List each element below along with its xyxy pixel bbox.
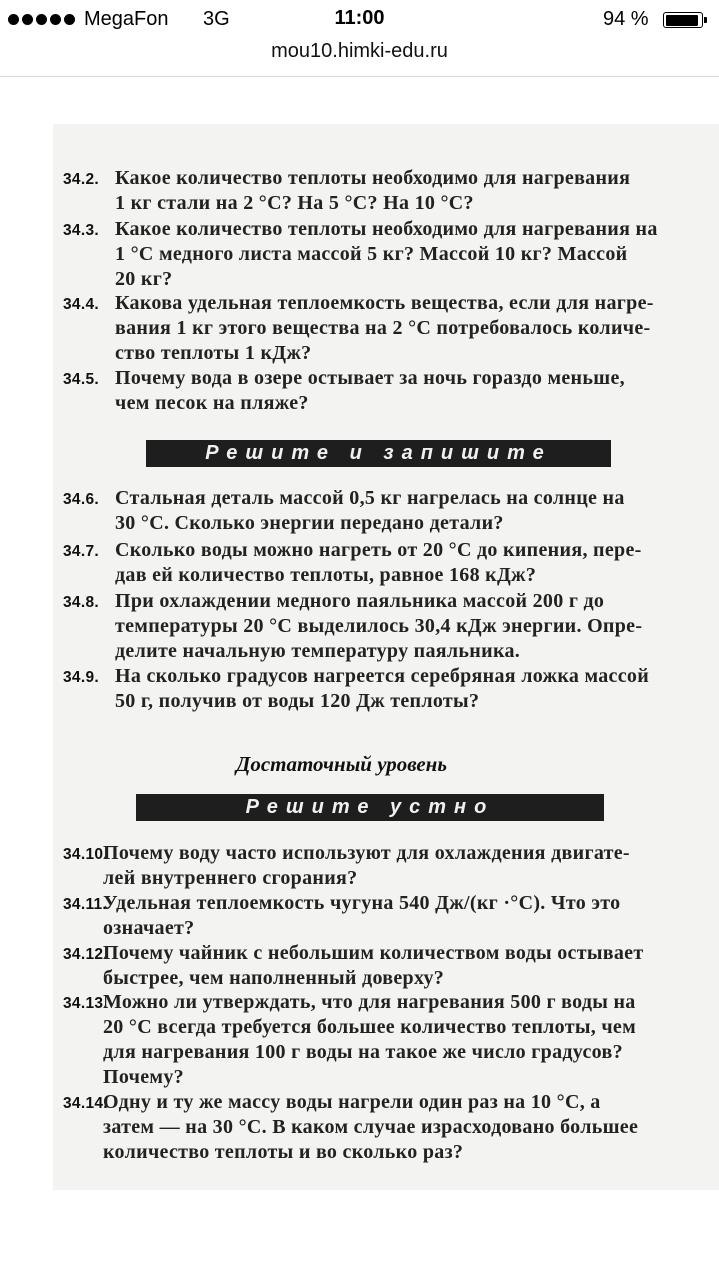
problem-line: 1 кг стали на 2 °С? На 5 °С? На 10 °С? — [115, 192, 474, 214]
problem-number: 34.4. — [63, 296, 99, 313]
problem-line: Удельная теплоемкость чугуна 540 Дж/(кг ·°С). Что это — [103, 892, 621, 914]
problem-line: вания 1 кг этого вещества на 2 °С потребовалось количе- — [115, 317, 651, 339]
problem-line: 50 г, получив от воды 120 Дж теплоты? — [115, 690, 480, 712]
network-type: 3G — [203, 8, 230, 30]
status-bar — [0, 0, 719, 40]
problem-line: На сколько градусов нагреется серебряная ложка массой — [115, 665, 650, 687]
problem-number: 34.2. — [63, 171, 99, 188]
carrier-name: MegaFon — [84, 8, 169, 30]
problem-line: Какое количество теплоты необходимо для нагревания на — [115, 218, 658, 240]
problem-line: дав ей количество теплоты, равное 168 кДж? — [115, 564, 537, 586]
problem-number: 34.14. — [63, 1095, 108, 1112]
problem-line: Почему? — [103, 1066, 184, 1088]
problem-line: количество теплоты и во сколько раз? — [103, 1141, 464, 1163]
battery-percentage: 94 % — [603, 8, 649, 30]
battery-level-fill — [666, 15, 699, 26]
problem-line: Какова удельная теплоемкость вещества, если для нагре- — [115, 292, 654, 314]
problem-number: 34.7. — [63, 543, 99, 560]
clock: 11:00 — [334, 7, 385, 29]
battery-icon — [663, 12, 703, 28]
problem-line: чем песок на пляже? — [115, 392, 309, 414]
problem-line: быстрее, чем наполненный доверху? — [103, 967, 445, 989]
problem-line: ство теплоты 1 кДж? — [115, 342, 312, 364]
problem-line: Какое количество теплоты необходимо для нагревания — [115, 167, 631, 189]
problem-line: При охлаждении медного паяльника массой 200 г до — [115, 590, 605, 612]
address-bar-url[interactable]: mou10.himki-edu.ru — [271, 40, 448, 62]
section-banner-write: Решите и запишите — [146, 440, 611, 467]
problem-line: затем — на 30 °С. В каком случае израсходовано большее — [103, 1116, 639, 1138]
problem-line: Одну и ту же массу воды нагрели один раз на 10 °С, а — [103, 1091, 601, 1113]
level-heading: Достаточный уровень — [236, 752, 447, 776]
section-banner-oral: Решите устно — [136, 794, 604, 821]
problem-line: 20 кг? — [115, 268, 173, 290]
problem-number: 34.13. — [63, 995, 108, 1012]
problem-line: 1 °С медного листа массой 5 кг? Массой 10 кг? Массой — [115, 243, 628, 265]
problem-line: делите начальную температуру паяльника. — [115, 640, 521, 662]
problem-number: 34.6. — [63, 491, 99, 508]
problem-line: 20 °С всегда требуется большее количество теплоты, чем — [103, 1016, 637, 1038]
problem-number: 34.9. — [63, 669, 99, 686]
battery-tip — [704, 17, 707, 23]
problem-line: температуры 20 °С выделилось 30,4 кДж энергии. Опре- — [115, 615, 643, 637]
problem-line: Стальная деталь массой 0,5 кг нагрелась на солнце на — [115, 487, 625, 509]
problem-number: 34.5. — [63, 371, 99, 388]
problem-line: Почему чайник с небольшим количеством воды остывает — [103, 942, 644, 964]
problem-line: 30 °С. Сколько энергии передано детали? — [115, 512, 504, 534]
problem-line: Можно ли утверждать, что для нагревания 500 г воды на — [103, 991, 636, 1013]
toolbar-divider — [0, 76, 719, 77]
problem-line: означает? — [103, 917, 195, 939]
problem-line: для нагревания 100 г воды на такое же число градусов? — [103, 1041, 623, 1063]
problem-number: 34.8. — [63, 594, 99, 611]
problem-line: лей внутреннего сгорания? — [103, 867, 358, 889]
problem-number: 34.11. — [63, 896, 108, 913]
problem-number: 34.3. — [63, 222, 99, 239]
problem-number: 34.10. — [63, 846, 108, 863]
problem-number: 34.12. — [63, 946, 108, 963]
problem-line: Почему вода в озере остывает за ночь гораздо меньше, — [115, 367, 625, 389]
scanned-page-image — [53, 124, 719, 1190]
problem-line: Почему воду часто используют для охлаждения двигате- — [103, 842, 630, 864]
problem-line: Сколько воды можно нагреть от 20 °С до кипения, пере- — [115, 539, 642, 561]
